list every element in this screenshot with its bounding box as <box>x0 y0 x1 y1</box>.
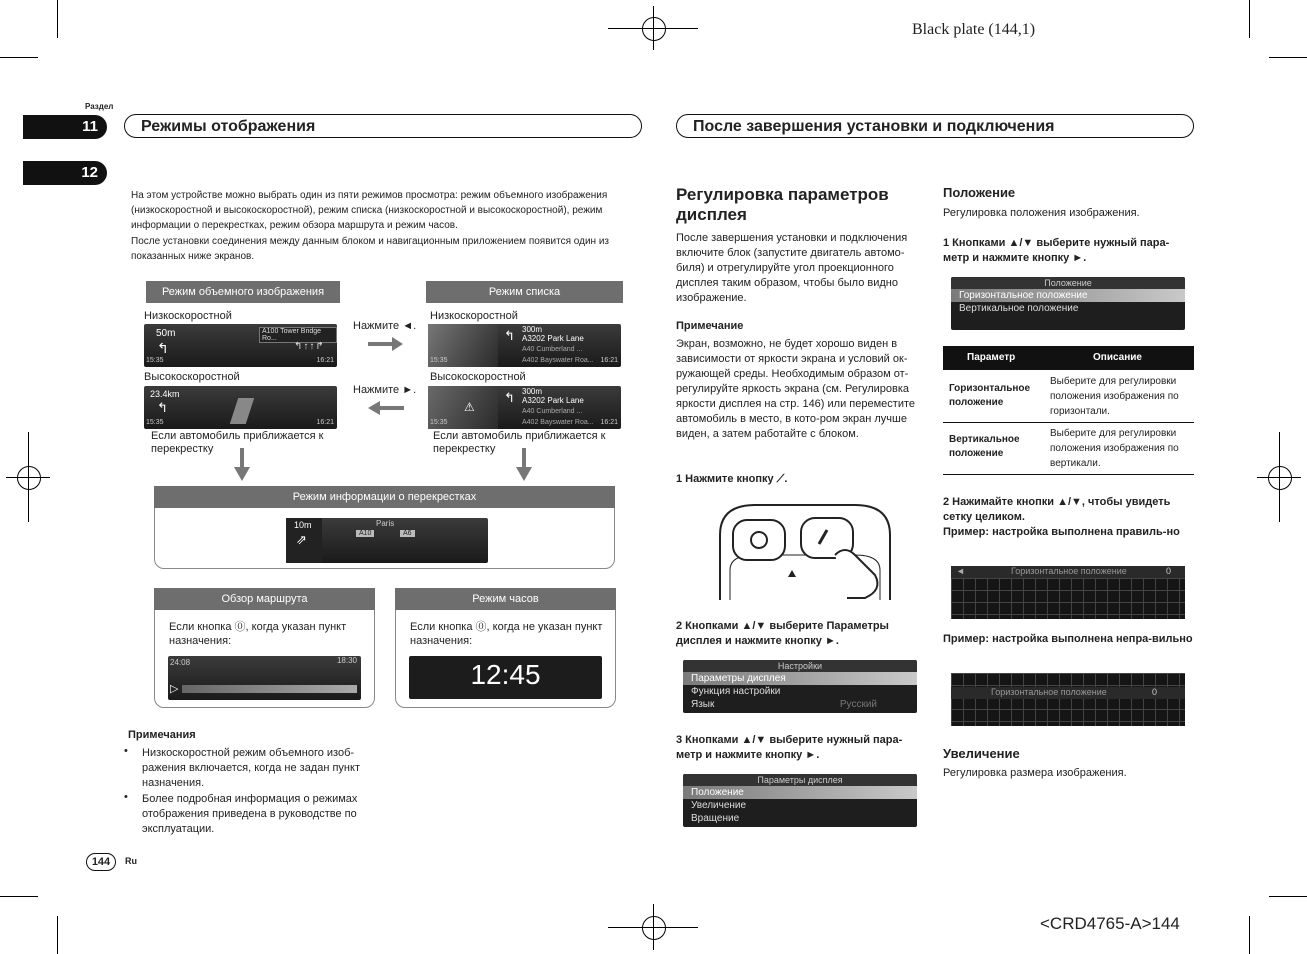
menu-item-display-params: Параметры дисплея <box>683 672 917 685</box>
arrow-down-icon <box>233 448 251 482</box>
note-title: Примечание <box>676 320 744 332</box>
table-row: Вертикальное положение Выберите для регулировки положения изображения по вертикали. <box>943 424 1194 475</box>
menu-item-zoom: Увеличение <box>691 800 747 811</box>
position-title: Положение <box>943 185 1016 200</box>
note-1: Низкоскоростной режим объемного изоб-ражения включается, когда не задан пункт назначения. <box>142 747 360 789</box>
turn-left-arrow-icon: ↰ <box>504 390 515 405</box>
step-3: 3 Кнопками ▲/▼ выберите нужный пара-метр и нажмите кнопку ►. <box>676 734 903 761</box>
low-speed-label: Низкоскоростной <box>144 310 232 322</box>
section-label: Раздел <box>85 102 114 111</box>
plate-label: Black plate (144,1) <box>912 21 1036 38</box>
approach-label: Если автомобиль приближается к перекрестку <box>151 430 324 455</box>
mode-list-header: Режим списка <box>426 281 623 303</box>
position-menu-screen: Положение Горизонтальное положение Вертикальное положение <box>951 277 1185 330</box>
language-code: Ru <box>125 856 137 866</box>
crop-mark <box>1249 916 1250 954</box>
display-params-menu-screen: Параметры дисплея Положение Увеличение Вращение <box>683 774 917 827</box>
position-text: Регулировка положения изображения. <box>943 207 1140 219</box>
arrow-left-icon <box>368 400 404 416</box>
section-tab-11: 11 <box>23 115 107 139</box>
crop-mark <box>1269 57 1307 58</box>
turn-left-arrow-icon: ↰ <box>157 400 168 415</box>
press-left-label: Нажмите ◄. <box>353 320 417 332</box>
menu-item-vertical: Вертикальное положение <box>959 303 1079 314</box>
crop-mark <box>0 57 38 58</box>
screen-intersection: 10m ⇗ Paris A10 A6 <box>286 518 488 563</box>
section-heading-left: Режимы отображения <box>124 114 642 138</box>
screen-list-high: ⚠ ↰ 300m A3202 Park Lane A40 Cumberland ... A402 Bayswater Roa... 15:35 16:21 <box>428 386 621 429</box>
time-label: 15:35 <box>146 357 164 364</box>
example-correct-label: Пример: настройка выполнена правиль-но <box>943 526 1180 538</box>
press-right-label: Нажмите ►. <box>353 384 417 396</box>
document-code: <CRD4765-A>144 <box>1040 914 1180 933</box>
warning-icon: ⚠ <box>464 400 475 414</box>
lane-arrows-icon: ↰↑↑↱ <box>294 341 325 352</box>
display-settings-paragraph: После завершения установки и подключения включите блок (запустите двигатель автомо-биля) и отрегулируйте угол проекционного дисплея таким образом, чтобы было видно изображение. <box>676 232 908 304</box>
section-tab-12: 12 <box>23 161 107 185</box>
table-row: Горизонтальное положение Выберите для регулировки положения изображения по горизонтали. <box>943 370 1194 423</box>
crop-mark <box>1249 0 1250 38</box>
fork-arrow-icon: ⇗ <box>296 532 307 547</box>
crop-mark <box>0 896 38 897</box>
clock-mode-text: Если кнопка ⓪, когда не указан пункт назначения: <box>410 621 603 647</box>
grid-screen-correct: ◄ Горизонтальное положение 0 <box>951 566 1185 619</box>
crop-mark <box>1269 896 1307 897</box>
notes-title: Примечания <box>128 729 196 741</box>
position-step-1: 1 Кнопками ▲/▼ выберите нужный пара-метр и нажмите кнопку ►. <box>943 237 1170 264</box>
screen-clock <box>409 656 602 699</box>
route-overview-header: Обзор маршрута <box>154 588 375 610</box>
remote-control-illustration <box>715 500 895 600</box>
position-step-2: 2 Нажимайте кнопки ▲/▼, чтобы увидеть сетку целиком. <box>943 496 1171 523</box>
mode-3d-header: Режим объемного изображения <box>146 281 340 303</box>
bullet: • <box>124 791 128 803</box>
eta-label: 16:21 <box>316 357 334 364</box>
approach-label: Если автомобиль приближается к перекрестку <box>433 430 606 455</box>
clock-mode-header: Режим часов <box>395 588 616 610</box>
intersection-mode-header: Режим информации о перекрестках <box>154 486 615 508</box>
high-speed-label: Высокоскоростной <box>144 371 240 383</box>
menu-item-function: Функция настройки <box>691 686 781 697</box>
page-number: 144 <box>86 853 116 871</box>
menu-item-language: Язык Русский <box>691 699 877 710</box>
high-speed-label: Высокоскоростной <box>430 371 526 383</box>
screen-3d-high: 23.4km ↰ 15:35 16:21 <box>144 386 337 429</box>
intro-paragraph-2: После установки соединения между данным блоком и навигационным приложением появится один из показанных ниже экранов. <box>131 236 610 262</box>
screen-3d-low: 50m ↰ A100 Tower Bridge Ro... ↰↑↑↱ 15:35 16:21 <box>144 324 337 367</box>
section-heading-right: После завершения установки и подключения <box>676 114 1194 138</box>
route-overview-text: Если кнопка ⓪, когда указан пункт назначения: <box>169 621 347 647</box>
note-2: Более подробная информация о режимах отображения приведена в руководстве по эксплуатации. <box>142 793 358 835</box>
vehicle-icon: ▷ <box>170 683 179 695</box>
zoom-text: Регулировка размера изображения. <box>943 767 1127 779</box>
arrow-right-icon <box>368 336 404 352</box>
menu-item-horizontal: Горизонтальное положение <box>951 289 1185 302</box>
clock-value: 12:45 <box>470 659 541 690</box>
arrow-down-icon <box>515 448 533 482</box>
intro-paragraph-1: На этом устройстве можно выбрать один из пяти режимов просмотра: режим объемного изображения (низкоскоростной и высокоскоростной), режим списка (низкоскоростной и высокоскоростной), режим информации о перекрестках, режим обзора маршрута и режим часов. <box>131 190 608 231</box>
arrow-left-small-icon: ◄ <box>956 566 965 576</box>
menu-item-rotation: Вращение <box>691 813 740 824</box>
screen-route-overview: 24:08 18:30 ▷ <box>168 656 361 700</box>
zoom-title: Увеличение <box>943 746 1020 761</box>
step-1: 1 Нажмите кнопку ⟋. <box>676 473 788 485</box>
menu-item-position: Положение <box>683 786 917 799</box>
bullet: • <box>124 745 128 757</box>
example-incorrect-label: Пример: настройка выполнена непра-вильно <box>943 633 1193 645</box>
note-text: Экран, возможно, не будет хорошо виден в зависимости от яркости экрана и условий ок-ружающей среды. Необходимым образом от-регулируйте яркость экрана (см. Регулировка яркости дисплея на стр. 146) или переместите автомобиль в место, в кото-ром экран лучше виден, а затем работайте с блоком. <box>676 338 915 440</box>
crop-mark <box>57 0 58 38</box>
screen-list-low: ↰ 300m A3202 Park Lane A40 Cumberland ... A402 Bayswater Roa... 15:35 16:21 <box>428 324 621 367</box>
display-settings-title: Регулировка параметров дисплея <box>676 185 889 224</box>
settings-menu-screen: Настройки Параметры дисплея Функция настройки Язык Русский <box>683 660 917 713</box>
grid-screen-incorrect: Горизонтальное положение 0 <box>951 673 1185 726</box>
crop-mark <box>57 916 58 954</box>
turn-left-arrow-icon: ↰ <box>157 340 169 356</box>
table-header: Параметр Описание <box>943 346 1194 370</box>
step-2: 2 Кнопками ▲/▼ выберите Параметры дисплея и нажмите кнопку ►. <box>676 620 889 647</box>
turn-left-arrow-icon: ↰ <box>504 328 515 343</box>
low-speed-label: Низкоскоростной <box>430 310 518 322</box>
